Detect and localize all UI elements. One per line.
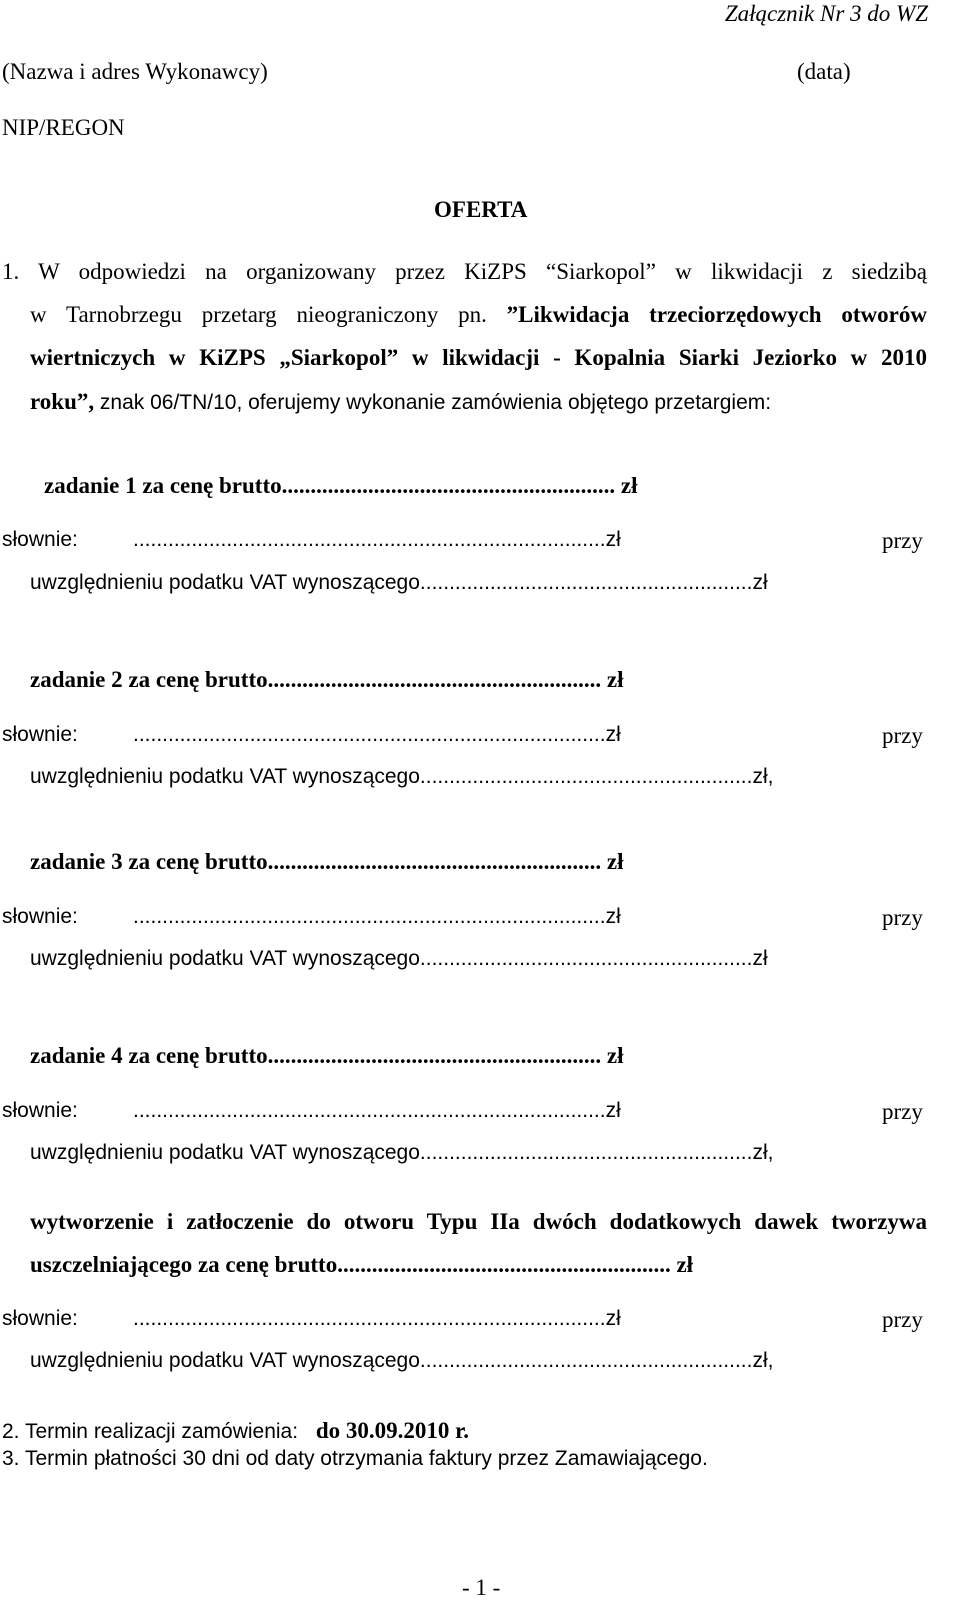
intro-line-2 bbox=[30, 303, 927, 326]
task-4-przy: przy bbox=[882, 1099, 923, 1124]
task-1-price: zadanie 1 za cenę brutto.......................................................... zł bbox=[44, 473, 638, 498]
tender-title-end: roku”, bbox=[30, 389, 95, 414]
page-number: - 1 - bbox=[462, 1575, 501, 1600]
intro-line-1: 1. W odpowiedzi na organizowany przez KiZPS “Siarkopol” w likwidacji z siedzibą bbox=[2, 259, 927, 284]
extra-words-field: .................................................................................zł bbox=[133, 1307, 621, 1330]
tender-title-middle: wiertniczych w KiZPS „Siarkopol” w likwidacji - Kopalnia Siarki Jeziorko w 2010 bbox=[30, 345, 927, 370]
extra-przy: przy bbox=[882, 1307, 923, 1332]
task-3-price: zadanie 3 za cenę brutto.......................................................... zł bbox=[30, 849, 624, 874]
term-completion-label: 2. Termin realizacji zamówienia: bbox=[2, 1420, 299, 1443]
task-4-words-label: słownie: bbox=[2, 1099, 78, 1122]
attachment-label: Załącznik Nr 3 do WZ bbox=[724, 1, 928, 26]
task-4-words-field: .................................................................................zł bbox=[133, 1099, 621, 1122]
task-1-words-field: .................................................................................zł bbox=[133, 528, 621, 551]
task-1-vat: uwzględnieniu podatku VAT wynoszącego.........................................................zł bbox=[30, 571, 768, 594]
task-3-words-field: .................................................................................zł bbox=[133, 905, 621, 928]
task-1-przy: przy bbox=[882, 528, 923, 553]
intro-line-4 bbox=[30, 390, 771, 413]
term-payment: 3. Termin płatności 30 dni od daty otrzymania faktury przez Zamawiającego. bbox=[2, 1447, 708, 1470]
extra-vat: uwzględnieniu podatku VAT wynoszącego.........................................................zł, bbox=[30, 1349, 774, 1372]
extra-item-price: uszczelniającego za cenę brutto.......................................................... zł bbox=[30, 1252, 694, 1277]
task-1-words-label: słownie: bbox=[2, 528, 78, 551]
task-2-price: zadanie 2 za cenę brutto.......................................................... zł bbox=[30, 667, 624, 692]
extra-item-line-1: wytworzenie i zatłoczenie do otworu Typu IIa dwóch dodatkowych dawek tworzywa bbox=[30, 1209, 927, 1234]
task-2-words-label: słownie: bbox=[2, 723, 78, 746]
date-label: (data) bbox=[797, 59, 851, 84]
task-2-vat: uwzględnieniu podatku VAT wynoszącego.........................................................zł, bbox=[30, 765, 774, 788]
task-2-words-field: .................................................................................zł bbox=[133, 723, 621, 746]
tender-title-start: ”Likwidacja trzeciorzędowych otworów bbox=[506, 302, 927, 327]
task-2-przy: przy bbox=[882, 723, 923, 748]
task-3-vat: uwzględnieniu podatku VAT wynoszącego.........................................................zł bbox=[30, 947, 768, 970]
term-completion-date: do 30.09.2010 r. bbox=[315, 1418, 469, 1443]
tender-reference: znak 06/TN/10, oferujemy wykonanie zamówienia objętego przetargiem: bbox=[99, 391, 772, 414]
task-4-price: zadanie 4 za cenę brutto.......................................................... zł bbox=[30, 1043, 624, 1068]
task-4-vat: uwzględnieniu podatku VAT wynoszącego.........................................................zł, bbox=[30, 1141, 774, 1164]
nip-regon-label: NIP/REGON bbox=[2, 115, 125, 140]
extra-words-label: słownie: bbox=[2, 1307, 78, 1330]
term-completion bbox=[2, 1419, 469, 1442]
contractor-name-address: (Nazwa i adres Wykonawcy) bbox=[2, 59, 268, 84]
task-3-przy: przy bbox=[882, 905, 923, 930]
intro-line-2-plain: w Tarnobrzegu przetarg nieograniczony pn. bbox=[30, 302, 487, 327]
document-title: OFERTA bbox=[434, 197, 528, 222]
task-3-words-label: słownie: bbox=[2, 905, 78, 928]
